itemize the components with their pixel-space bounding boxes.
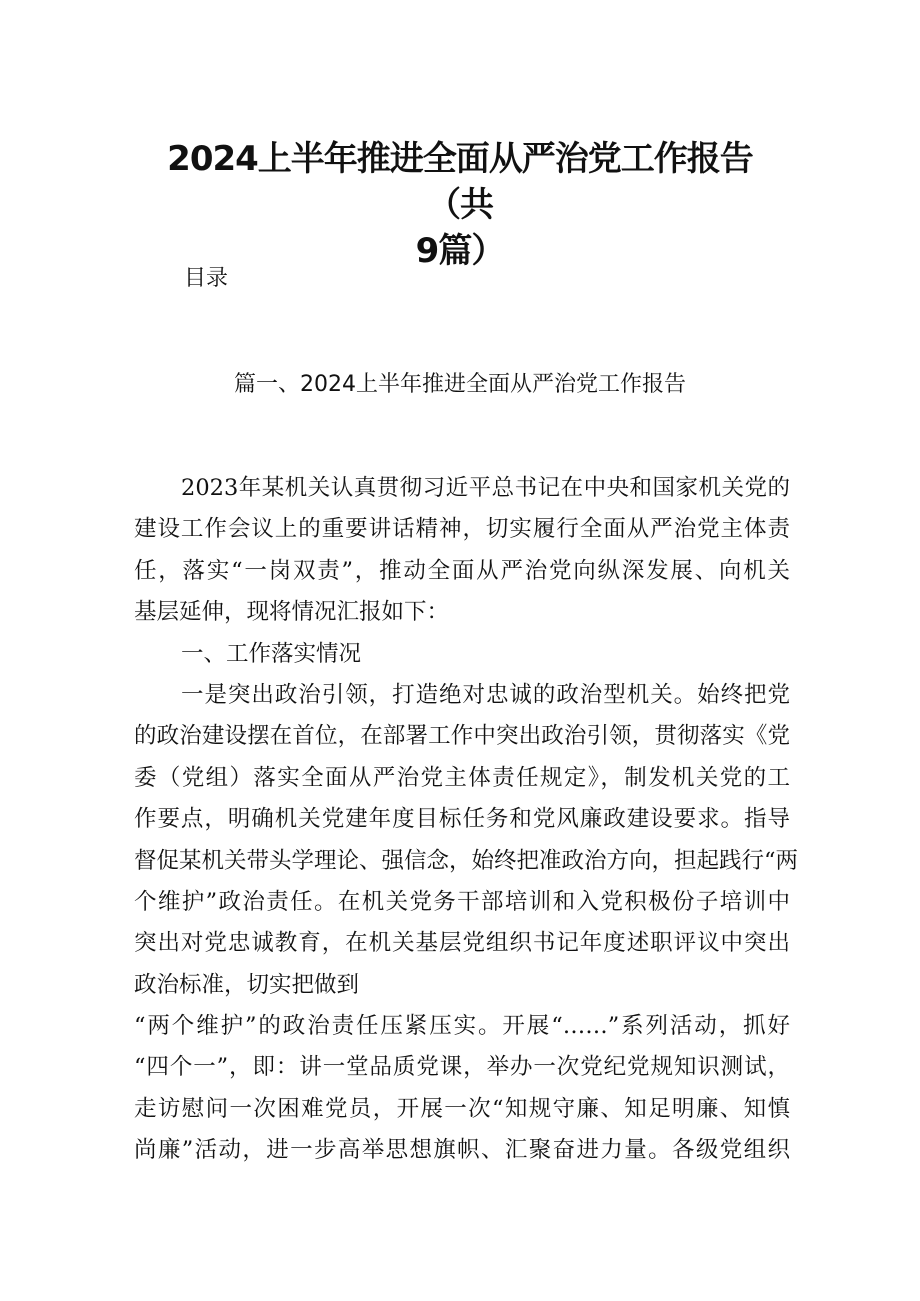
body-line: “四个一”，即：讲一堂品质党课，举办一次党纪党规知识测试， [134,1054,790,1081]
chapter-heading: 篇一、2024上半年推进全面从严治党工作报告 [234,372,686,397]
body-line: 个维护”政治责任。在机关党务干部培训和入党积极份子培训中 [134,888,790,915]
body-line: “两个维护”的政治责任压紧压实。开展“……”系列活动，抓好 [134,1013,790,1040]
body-line: 任，落实“一岗双责”，推动全面从严治党向纵深发展、向机关 [134,557,790,584]
document-title [140,136,780,274]
body-line: 督促某机关带头学理论、强信念，始终把准政治方向，担起践行“两 [134,847,799,874]
body-line: 基层延伸，现将情况汇报如下： [134,599,450,626]
body-line: 建设工作会议上的重要讲话精神，切实履行全面从严治党主体责 [134,516,790,543]
toc-label: 目录 [184,266,229,291]
title-line-1: 2024上半年推进全面从严治党工作报告（共 [167,139,753,225]
body-line: 走访慰问一次困难党员，开展一次“知规守廉、知足明廉、知慎 [134,1095,790,1122]
title-line-2: 9篇） [415,231,505,271]
body-line: 的政治建设摆在首位，在部署工作中突出政治引领，贯彻落实《党 [134,723,790,750]
body-line: 突出对党忠诚教育，在机关基层党组织书记年度述职评议中突出 [134,930,790,957]
body-line: 2023年某机关认真贯彻习近平总书记在中央和国家机关党的 [181,475,790,501]
body-line: 尚廉”活动，进一步高举思想旗帜、汇聚奋进力量。各级党组织 [134,1137,790,1164]
body-line: 委（党组）落实全面从严治党主体责任规定》，制发机关党的工 [134,764,790,791]
body-line: 一是突出政治引领，打造绝对忠诚的政治型机关。始终把党 [181,681,790,708]
section-heading: 一、工作落实情况 [181,640,362,667]
body-line: 政治标准，切实把做到 [134,971,360,998]
body-line: 作要点，明确机关党建年度目标任务和党风廉政建设要求。指导 [134,806,790,833]
body-text [134,468,799,1172]
